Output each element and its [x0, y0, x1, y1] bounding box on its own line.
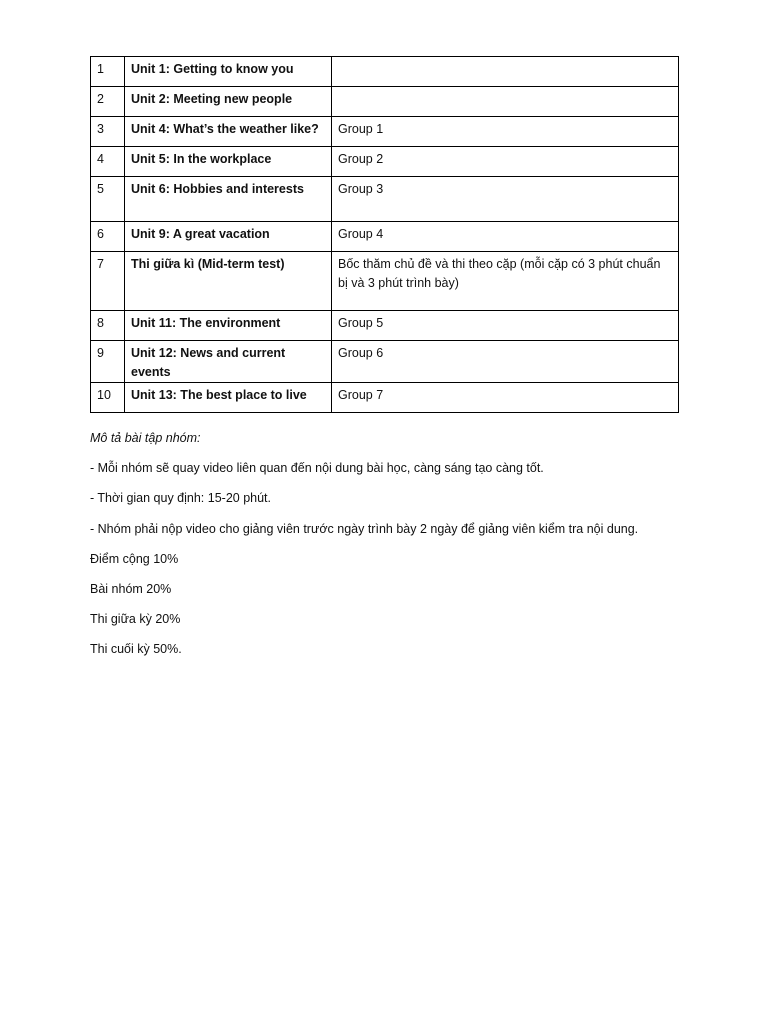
unit-title: Unit 12: News and current events: [125, 341, 332, 383]
row-number: 2: [91, 87, 125, 117]
table-row: [91, 383, 679, 413]
unit-title: Unit 9: A great vacation: [125, 222, 332, 252]
row-number: 8: [91, 311, 125, 341]
grading-item: Thi cuối kỳ 50%.: [90, 642, 182, 657]
unit-title: Unit 6: Hobbies and interests: [125, 177, 332, 222]
group-assignment: Group 7: [332, 383, 679, 413]
group-assignment: Group 5: [332, 311, 679, 341]
row-number: 4: [91, 147, 125, 177]
table-row: [91, 252, 679, 311]
row-number: 9: [91, 341, 125, 383]
notes-heading: Mô tả bài tập nhóm:: [90, 431, 201, 445]
note-line: - Mỗi nhóm sẽ quay video liên quan đến nội dung bài học, càng sáng tạo càng tốt.: [90, 461, 544, 476]
group-assignment: [332, 87, 679, 117]
group-assignment: Group 2: [332, 147, 679, 177]
grading-item: Thi giữa kỳ 20%: [90, 612, 181, 627]
group-work-notes: [90, 429, 690, 671]
unit-title: Unit 13: The best place to live: [125, 383, 332, 413]
row-number: 7: [91, 252, 125, 311]
unit-title: Thi giữa kì (Mid-term test): [125, 252, 332, 311]
row-number: 3: [91, 117, 125, 147]
group-assignment: Bốc thăm chủ đề và thi theo cặp (mỗi cặp có 3 phút chuẩn bị và 3 phút trình bày): [332, 252, 679, 311]
note-line: - Nhóm phải nộp video cho giảng viên trước ngày trình bày 2 ngày để giảng viên kiểm tra nội dung.: [90, 521, 639, 536]
group-assignment: Group 4: [332, 222, 679, 252]
table-row: [91, 57, 679, 87]
group-assignment: Group 6: [332, 341, 679, 383]
table-row: [91, 87, 679, 117]
unit-title: Unit 1: Getting to know you: [125, 57, 332, 87]
table-row: [91, 341, 679, 383]
unit-schedule-table: [90, 56, 679, 413]
row-number: 5: [91, 177, 125, 222]
grading-item: Bài nhóm 20%: [90, 581, 172, 596]
table-row: [91, 117, 679, 147]
note-line: - Thời gian quy định: 15-20 phút.: [90, 491, 271, 506]
row-number: 10: [91, 383, 125, 413]
table-row: [91, 311, 679, 341]
row-number: 6: [91, 222, 125, 252]
unit-title: Unit 5: In the workplace: [125, 147, 332, 177]
group-assignment: Group 1: [332, 117, 679, 147]
row-number: 1: [91, 57, 125, 87]
table-row: [91, 147, 679, 177]
grading-item: Điểm cộng 10%: [90, 551, 179, 566]
table-row: [91, 222, 679, 252]
group-assignment: [332, 57, 679, 87]
unit-title: Unit 4: What’s the weather like?: [125, 117, 332, 147]
unit-title: Unit 11: The environment: [125, 311, 332, 341]
table-row: [91, 177, 679, 222]
unit-title: Unit 2: Meeting new people: [125, 87, 332, 117]
group-assignment: Group 3: [332, 177, 679, 222]
